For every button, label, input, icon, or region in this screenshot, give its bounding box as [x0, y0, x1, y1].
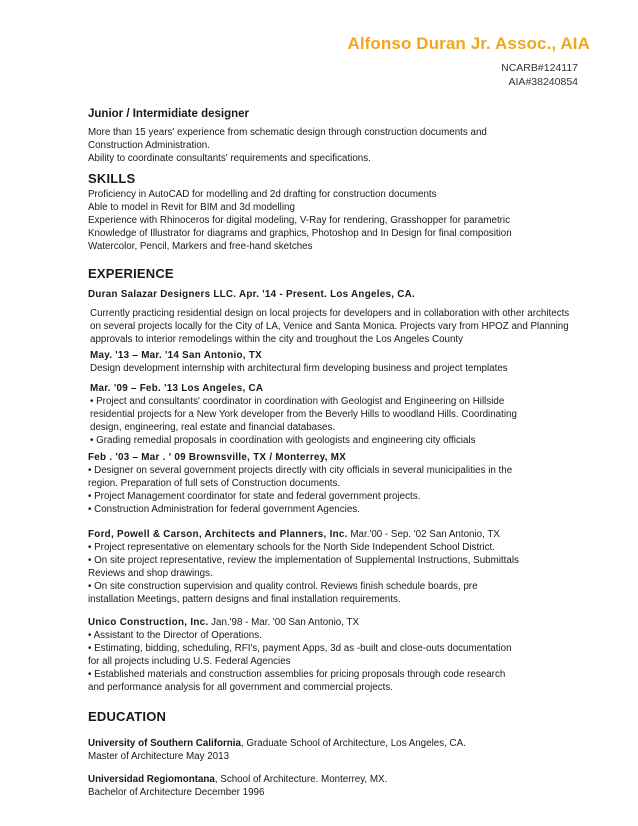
job-line: • Grading remedial proposals in coordination with geologists and engineering city officials: [90, 435, 476, 446]
job-mar-09: [90, 382, 610, 447]
job-line: residential projects for a New York developer from the Beverly Hills to woodland Hills. Coordinating: [90, 409, 517, 420]
school-detail: , School of Architecture. Monterrey, MX.: [214, 774, 388, 785]
job-header: [88, 616, 608, 629]
job-header-text: Mar. '09 – Feb. '13 Los Angeles, CA: [90, 383, 264, 394]
job-header: [88, 451, 608, 464]
job-line: • Project Management coordinator for state and federal government projects.: [88, 491, 421, 502]
school-name: Universidad Regiomontana: [88, 774, 215, 785]
experience-heading: EXPERIENCE: [88, 266, 174, 281]
skills-section: [88, 171, 608, 253]
job-header: [88, 288, 608, 301]
degree: Bachelor of Architecture December 1996: [88, 787, 265, 798]
aia-number: AIA#38240854: [508, 76, 578, 88]
profile-line: More than 15 years' experience from schematic design through construction documents and: [88, 127, 487, 138]
job-line: • On site construction supervision and quality control. Reviews finish schedule boards, pre: [88, 581, 478, 592]
school-name: University of Southern California: [88, 738, 241, 749]
job-may-13: [90, 349, 610, 375]
job-ford-powell: [88, 528, 608, 606]
education-heading: EDUCATION: [88, 709, 167, 724]
job-line: • Assistant to the Director of Operations.: [88, 630, 262, 641]
job-duran-salazar: [88, 288, 608, 346]
skills-heading: SKILLS: [88, 171, 136, 186]
job-line: Currently practicing residential design on local projects for developers and in collaboration with other architects: [90, 308, 570, 319]
edu-header: [88, 737, 608, 750]
job-header-text: Feb . '03 – Mar . ' 09 Brownsville, TX / Monterrey, MX: [88, 452, 347, 463]
job-header-text: May. '13 – Mar. '14 San Antonio, TX: [90, 350, 262, 361]
edu-usc: [88, 737, 608, 763]
job-line: installation Meetings, pattern designs and final installation requirements.: [88, 594, 401, 605]
job-header: [90, 349, 610, 362]
experience-section: [88, 266, 608, 281]
job-dates: Mar.'00 - Sep. '02 San Antonio, TX: [347, 529, 500, 540]
profile-section: [88, 108, 608, 165]
company-name: Ford, Powell & Carson, Architects and Planners, Inc.: [88, 529, 348, 540]
job-line: and performance analysis for all government and commercial projects.: [88, 682, 393, 693]
job-line: • On site project representative, review the implementation of Supplemental Instructions, Submittals: [88, 555, 519, 566]
job-line: region. Preparation of full sets of Construction documents.: [88, 478, 341, 489]
job-line: • Project and consultants' coordinator in coordination with Geologist and Engineering on Hillside: [90, 396, 505, 407]
job-line: approvals to interior remodelings within the city and troughout the Los Angeles County: [90, 334, 464, 345]
job-feb-03: [88, 451, 608, 516]
ncarb-number: NCARB#124117: [501, 62, 578, 74]
edu-header: [88, 773, 608, 786]
skill-line: Knowledge of Illustrator for diagrams and graphics, Photoshop and In Design for final composition: [88, 228, 512, 239]
job-line: design, engineering, real estate and financial databases.: [90, 422, 336, 433]
job-line: on several projects locally for the City of LA, Venice and Santa Monica. Projects vary from HPOZ and Planning: [90, 321, 569, 332]
job-header: [88, 528, 608, 541]
school-detail: , Graduate School of Architecture, Los Angeles, CA.: [240, 738, 466, 749]
firm-name: Alfonso Duran Jr. Assoc., AIA: [347, 34, 590, 53]
profile-line: Ability to coordinate consultants' requirements and specifications.: [88, 153, 371, 164]
company-name: Unico Construction, Inc.: [88, 617, 209, 628]
job-line: for all projects including U.S. Federal Agencies: [88, 656, 291, 667]
role-title: Junior / Intermidiate designer: [88, 108, 250, 120]
job-line: • Established materials and construction assemblies for pricing proposals through code research: [88, 669, 506, 680]
job-dates: Jan.'98 - Mar. '00 San Antonio, TX: [208, 617, 360, 628]
job-line: • Estimating, bidding, scheduling, RFI's, payment Apps, 3d as -built and close-outs documentation: [88, 643, 512, 654]
job-header-text: Duran Salazar Designers LLC. Apr. '14 - Present. Los Angeles, CA.: [88, 289, 416, 300]
edu-regiomontana: [88, 773, 608, 799]
profile-line: Construction Administration.: [88, 140, 210, 151]
job-line: • Designer on several government projects directly with city officials in several municipalities in the: [88, 465, 513, 476]
job-line: Design development internship with architectural firm developing business and project templates: [90, 363, 508, 374]
job-unico: [88, 616, 608, 694]
job-line: • Construction Administration for federal government Agencies.: [88, 504, 360, 515]
education-section: [88, 709, 608, 724]
job-header: [90, 382, 610, 395]
skill-line: Able to model in Revit for BIM and 3d modelling: [88, 202, 295, 213]
skill-line: Proficiency in AutoCAD for modelling and 2d drafting for construction documents: [88, 189, 437, 200]
skill-line: Experience with Rhinoceros for digital modeling, V-Ray for rendering, Grasshopper for parametric: [88, 215, 511, 226]
degree: Master of Architecture May 2013: [88, 751, 230, 762]
job-line: • Project representative on elementary schools for the North Side Independent School District.: [88, 542, 495, 553]
job-line: Reviews and shop drawings.: [88, 568, 213, 579]
skill-line: Watercolor, Pencil, Markers and free-hand sketches: [88, 241, 313, 252]
